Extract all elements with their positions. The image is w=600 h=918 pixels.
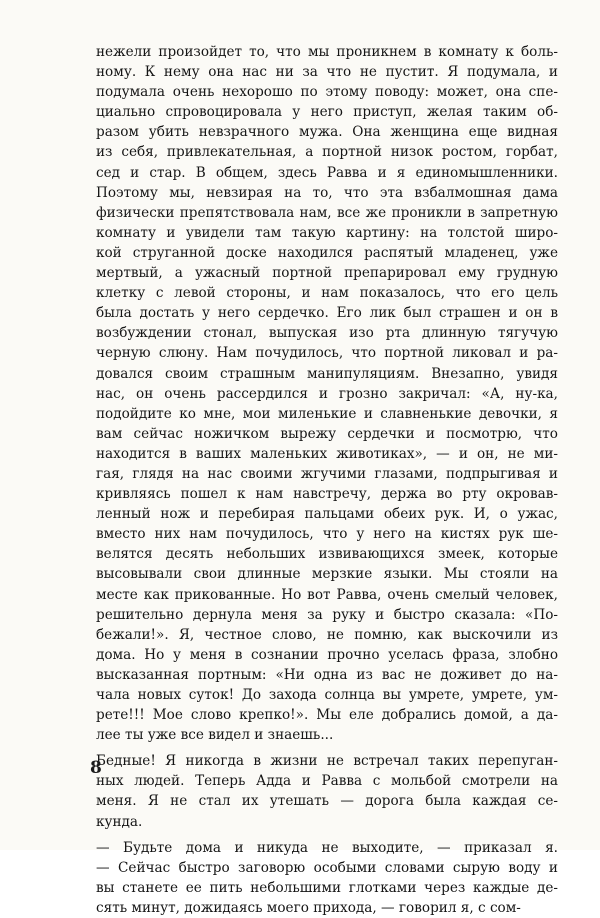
text-line: подумала очень нехорошо по этому поводу: может, она спе-: [96, 84, 558, 101]
text-line: вам сейчас ножичком вырежу сердечки и посмотрю, что: [96, 425, 558, 442]
text-line: — Будьте дома и никуда не выходите, — приказал я.: [96, 839, 558, 856]
text-line: циально спровоцировала у него приступ, желая таким об-: [96, 104, 558, 121]
text-line: рете!!! Мое слово крепко!». Мы еле добрались домой, а да-: [96, 707, 558, 724]
paragraph: [96, 838, 558, 918]
text-line: комнату и увидели там такую картину: на толстой широ-: [96, 224, 558, 241]
text-line: разом убить невзрачного мужа. Она женщина еще видная: [96, 124, 558, 141]
text-line: подойдите ко мне, мои миленькие и славненькие девочки, я: [96, 405, 558, 422]
text-line: дома. Но у меня в сознании прочно уселась фраза, злобно: [96, 646, 558, 663]
text-line: физически препятствовала нам, все же проникли в запретную: [96, 204, 558, 221]
text-line: велятся десять небольших извивающихся змеек, которые: [96, 546, 558, 563]
text-line: решительно дернула меня за руку и быстро сказала: «По-: [96, 606, 558, 623]
text-line: нежели произойдет то, что мы проникнем в комнату к боль-: [96, 44, 558, 60]
text-line: лее ты уже все видел и знаешь...: [96, 727, 334, 744]
text-line: кривляясь пошел к нам навстречу, держа во рту окровав-: [96, 486, 558, 503]
text-line: возбуждении стонал, выпуская изо рта длинную тягучую: [96, 325, 558, 342]
paragraph: [96, 751, 558, 831]
text-line: из себя, привлекательная, а портной низок ростом, горбат,: [96, 144, 558, 161]
text-line: довался своим страшным манипуляциям. Внезапно, увидя: [96, 365, 558, 382]
text-line: кунда.: [96, 813, 143, 830]
text-line: гая, глядя на нас своими жгучими глазами, подпрыгивая и: [96, 465, 558, 482]
text-line: вместо них нам почудилось, что у него на кистях рук ше-: [96, 526, 558, 543]
text-line: черную слюну. Нам почудилось, что портной ликовал и ра-: [96, 345, 558, 362]
text-line: высовывали свои длинные мерзкие языки. Мы стояли на: [96, 566, 558, 583]
paragraph: [96, 42, 558, 745]
text-line: чала новых суток! До захода солнца вы умрете, умрете, ум-: [96, 687, 558, 703]
text-line: была достать у него сердечко. Его лик был страшен и он в: [96, 305, 558, 322]
text-line: клетку с левой стороны, и нам показалось, что его цель: [96, 285, 558, 302]
text-line: ных людей. Теперь Адда и Равва с мольбой смотрели на: [96, 773, 558, 790]
text-line: находится в ваших маленьких животиках», — и он, не ми-: [96, 445, 558, 462]
text-line: ному. К нему она нас ни за что не пустит. Я подумала, и: [96, 64, 558, 81]
text-line: высказанная портным: «Ни одна из вас не доживет до на-: [96, 666, 558, 683]
text-line: Поэтому мы, невзирая на то, что эта взбалмошная дама: [96, 184, 558, 201]
text-line: мертвый, а ужасный портной препарировал ему грудную: [96, 265, 558, 282]
text-line: нас, он очень рассердился и грозно закричал: «А, ну-ка,: [96, 385, 558, 402]
text-line: сед и стар. В общем, здесь Равва и я единомышленники.: [96, 164, 558, 181]
text-line: вы станете ее пить небольшими глотками через каждые де-: [96, 879, 558, 896]
text-line: меня. Я не стал их утешать — дорога была каждая се-: [96, 793, 558, 810]
text-line: Бедные! Я никогда в жизни не встречал таких перепуган-: [96, 753, 558, 770]
text-line: — Сейчас быстро заговорю особыми словами сырую воду и: [96, 859, 558, 876]
page-body-text: [96, 42, 558, 918]
text-line: сять минут, дожидаясь моего прихода, — говорил я, с сом-: [96, 899, 521, 916]
text-line: ленный нож и перебирая пальцами обеих рук. И, о ужас,: [96, 506, 558, 523]
page-number: 8: [90, 758, 102, 778]
text-line: кой струганной доске находился распятый младенец, уже: [96, 244, 558, 261]
text-line: месте как прикованные. Но вот Равва, очень смелый человек,: [96, 586, 558, 603]
text-line: бежали!». Я, честное слово, не помню, как выскочили из: [96, 626, 558, 643]
